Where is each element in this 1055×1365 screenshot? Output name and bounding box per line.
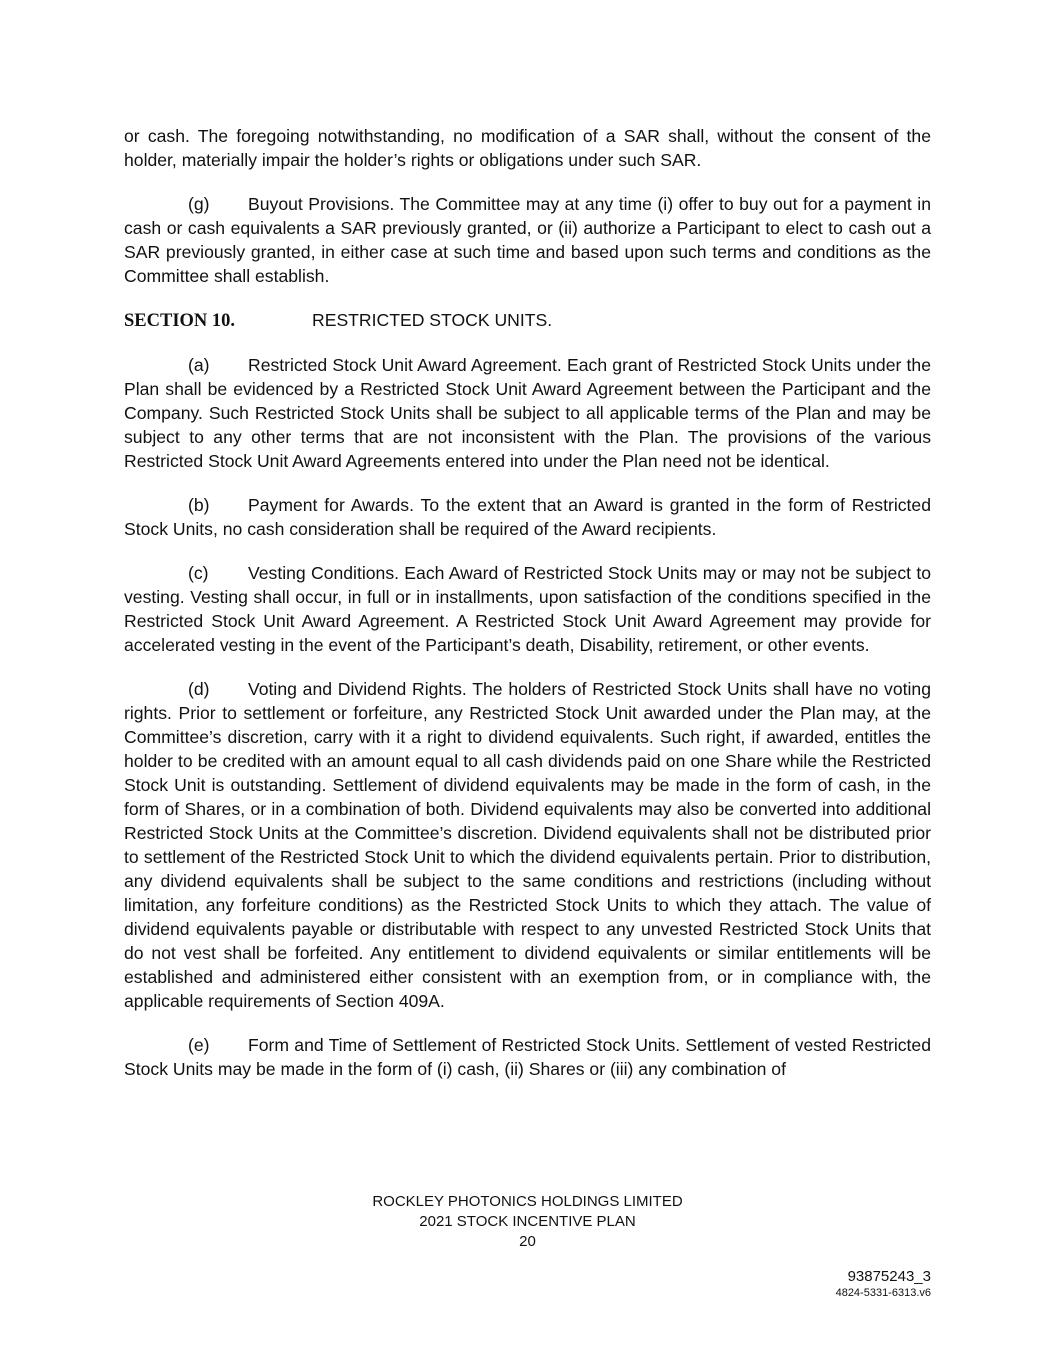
document-id-primary: 93875243_3 bbox=[847, 1268, 931, 1285]
paragraph-text: Form and Time of Settlement of Restricted Stock Units. Settlement of vested Restricted Stock Units may be made in the form of (i) cash, (ii) Shares or (iii) any combination of bbox=[124, 1035, 931, 1079]
page-footer bbox=[0, 1192, 1055, 1252]
footer-company: ROCKLEY PHOTONICS HOLDINGS LIMITED bbox=[372, 1193, 683, 1210]
paragraph-text: Vesting Conditions. Each Award of Restricted Stock Units may or may not be subject to vesting. Vesting shall occur, in full or in installments, upon satisfaction of the conditions specified in the Restricted Stock Unit Award Agreement. A Restricted Stock Unit Award Agreement may provide for accelerated vesting in the event of the Participant’s death, Disability, retirement, or other events. bbox=[124, 563, 931, 655]
section-heading bbox=[124, 308, 931, 333]
paragraph-e bbox=[124, 1033, 931, 1081]
section-title: RESTRICTED STOCK UNITS. bbox=[312, 310, 553, 330]
paragraph-c bbox=[124, 561, 931, 657]
document-body bbox=[124, 124, 931, 1101]
page-number: 20 bbox=[519, 1233, 536, 1250]
paragraph-d bbox=[124, 677, 931, 1013]
continuation-paragraph: or cash. The foregoing notwithstanding, no modification of a SAR shall, without the consent of the holder, materially impair the holder’s rights or obligations under such SAR. bbox=[124, 126, 931, 170]
paragraph-label: (c) bbox=[188, 563, 209, 583]
paragraph-label: (b) bbox=[188, 495, 210, 515]
paragraph-a bbox=[124, 353, 931, 473]
document-id-block bbox=[836, 1268, 931, 1300]
paragraph-text: Buyout Provisions. The Committee may at any time (i) offer to buy out for a payment in cash or cash equivalents a SAR previously granted, or (ii) authorize a Participant to elect to cash out a SAR previously granted, in either case at such time and based upon such terms and conditions as the Committee shall establish. bbox=[124, 194, 931, 286]
footer-plan-title: 2021 STOCK INCENTIVE PLAN bbox=[419, 1213, 636, 1230]
paragraph-text: Restricted Stock Unit Award Agreement. Each grant of Restricted Stock Units under the Plan shall be evidenced by a Restricted Stock Unit Award Agreement between the Participant and the Company. Such Restricted Stock Units shall be subject to all applicable terms of the Plan and may be subject to any other terms that are not inconsistent with the Plan. The provisions of the various Restricted Stock Unit Award Agreements entered into under the Plan need not be identical. bbox=[124, 355, 931, 471]
section-number: SECTION 10. bbox=[124, 311, 236, 331]
paragraph-label: (g) bbox=[188, 194, 210, 214]
paragraph-label: (d) bbox=[188, 679, 210, 699]
paragraph-label: (e) bbox=[188, 1035, 210, 1055]
paragraph-label: (a) bbox=[188, 355, 210, 375]
document-id-secondary: 4824-5331-6313.v6 bbox=[835, 1287, 931, 1299]
paragraph-text: Voting and Dividend Rights. The holders of Restricted Stock Units shall have no voting rights. Prior to settlement or forfeiture, any Restricted Stock Unit awarded under the Plan may, at the Committee’s discretion, carry with it a right to dividend equivalents. Such right, if awarded, entitles the holder to be credited with an amount equal to all cash dividends paid on one Share while the Restricted Stock Unit is outstanding. Settlement of dividend equivalents may be made in the form of cash, in the form of Shares, or in a combination of both. Dividend equivalents may also be converted into additional Restricted Stock Units at the Committee’s discretion. Dividend equivalents shall not be distributed prior to settlement of the Restricted Stock Unit to which the dividend equivalents pertain. Prior to distribution, any dividend equivalents shall be subject to the same conditions and restrictions (including without limitation, any forfeiture conditions) as the Restricted Stock Units to which they attach. The value of dividend equivalents payable or distributable with respect to any unvested Restricted Stock Units that do not vest shall be forfeited. Any entitlement to dividend equivalents or similar entitlements will be established and administered either consistent with an exemption from, or in compliance with, the applicable requirements of Section 409A. bbox=[124, 679, 931, 1011]
paragraph-b bbox=[124, 493, 931, 541]
paragraph-g bbox=[124, 192, 931, 288]
paragraph-text: Payment for Awards. To the extent that an Award is granted in the form of Restricted Stock Units, no cash consideration shall be required of the Award recipients. bbox=[124, 495, 931, 539]
